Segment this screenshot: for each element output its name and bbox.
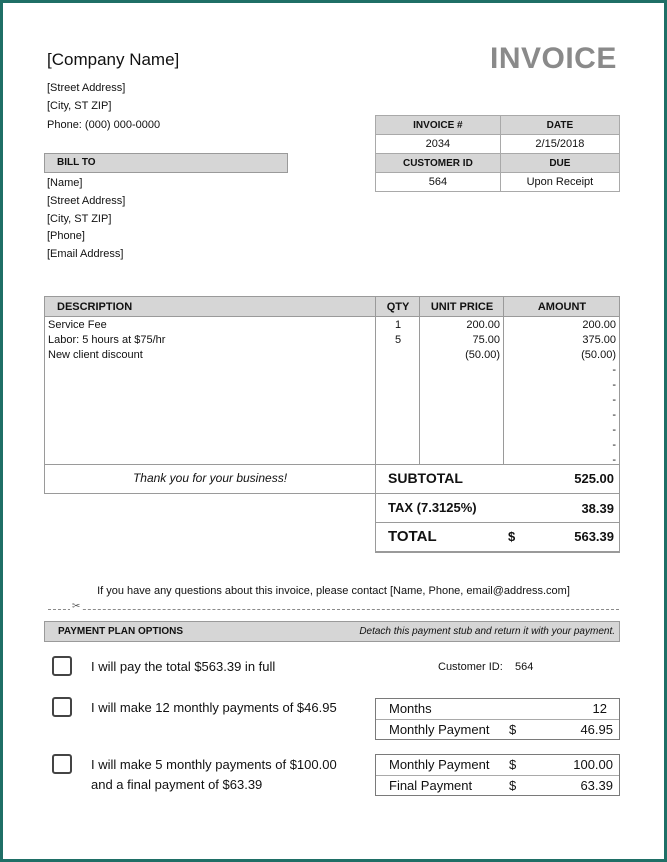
item-qty: 5 xyxy=(394,334,402,346)
unit-price-header: UNIT PRICE xyxy=(430,301,494,313)
bill-to-name: [Name] xyxy=(47,177,83,189)
bill-to-city: [City, ST ZIP] xyxy=(47,213,112,225)
company-name: [Company Name] xyxy=(47,50,180,69)
final-payment-currency: $ xyxy=(509,778,517,793)
final-payment-value: 63.39 xyxy=(580,778,613,793)
months-value: 12 xyxy=(592,701,607,716)
monthly-12-box xyxy=(375,698,620,740)
monthly-payment-5-label: Monthly Payment xyxy=(389,757,490,772)
subtotal-value: 525.00 xyxy=(574,471,614,486)
item-amount: 375.00 xyxy=(582,334,616,346)
total-currency: $ xyxy=(508,529,516,544)
totals-right-border xyxy=(619,464,620,552)
company-city: [City, ST ZIP] xyxy=(47,100,112,112)
contact-note: If you have any questions about this invoice, please contact [Name, Phone, email@address.com] xyxy=(97,585,570,597)
monthly-5-box xyxy=(375,754,620,796)
item-description: Labor: 5 hours at $75/hr xyxy=(48,334,166,346)
item-amount: - xyxy=(612,454,616,466)
monthly-payment-currency: $ xyxy=(509,722,517,737)
item-amount: - xyxy=(612,424,616,436)
customer-id: 564 xyxy=(376,173,501,192)
detach-note: Detach this payment stub and return it with your payment. xyxy=(359,626,615,637)
tax-value: 38.39 xyxy=(581,501,614,516)
date-label: DATE xyxy=(500,116,619,135)
item-amount: - xyxy=(612,409,616,421)
item-amount: - xyxy=(612,379,616,391)
description-header: DESCRIPTION xyxy=(57,301,133,313)
payment-plan-header xyxy=(44,621,620,642)
company-street: [Street Address] xyxy=(47,82,126,94)
monthly-payment-row xyxy=(376,719,619,740)
company-phone: Phone: (000) 000-0000 xyxy=(47,119,161,131)
item-description: Service Fee xyxy=(48,319,107,331)
invoice-number: 2034 xyxy=(376,135,501,154)
monthly-12-label: I will make 12 monthly payments of $46.95 xyxy=(91,700,337,715)
monthly-payment-label: Monthly Payment xyxy=(389,722,490,737)
totals-block xyxy=(375,464,620,552)
pay-in-full-checkbox[interactable] xyxy=(52,656,72,676)
item-amount: - xyxy=(612,394,616,406)
months-label: Months xyxy=(389,701,432,716)
thank-you-note: Thank you for your business! xyxy=(132,471,288,485)
item-unit-price: (50.00) xyxy=(465,349,500,361)
item-amount: (50.00) xyxy=(581,349,616,361)
monthly-payment-5-currency: $ xyxy=(509,757,517,772)
bill-to-phone: [Phone] xyxy=(47,230,85,242)
payment-plan-label: PAYMENT PLAN OPTIONS xyxy=(58,626,184,637)
final-payment-label: Final Payment xyxy=(389,778,473,793)
amount-header: AMOUNT xyxy=(537,301,587,313)
subtotal-label: SUBTOTAL xyxy=(388,470,463,486)
due-label: DUE xyxy=(500,154,619,173)
bill-to-email: [Email Address] xyxy=(47,248,124,260)
item-description: New client discount xyxy=(48,349,143,361)
invoice-date: 2/15/2018 xyxy=(500,135,619,154)
invoice-title: INVOICE xyxy=(490,42,617,75)
invoice-meta-table xyxy=(375,115,620,192)
monthly-5-label-line1: I will make 5 monthly payments of $100.00 xyxy=(91,757,337,772)
due-value: Upon Receipt xyxy=(500,173,619,192)
customer-id-label: CUSTOMER ID xyxy=(376,154,501,173)
item-amount: - xyxy=(612,364,616,376)
bill-to-street: [Street Address] xyxy=(47,195,126,207)
bill-to-header: BILL TO xyxy=(44,153,288,173)
item-unit-price: 200.00 xyxy=(466,319,500,331)
total-value: 563.39 xyxy=(574,529,614,544)
tax-label: TAX (7.3125%) xyxy=(388,500,477,515)
qty-header: QTY xyxy=(386,301,410,313)
totals-left-border xyxy=(375,464,376,552)
monthly-12-checkbox[interactable] xyxy=(52,697,72,717)
months-row xyxy=(376,699,619,719)
line-items-header xyxy=(45,297,619,317)
stub-customer-id: 564 xyxy=(515,661,534,673)
monthly-payment-value: 46.95 xyxy=(580,722,613,737)
final-payment-row xyxy=(376,775,619,796)
monthly-payment-5-row xyxy=(376,755,619,775)
item-unit-price: 75.00 xyxy=(472,334,500,346)
monthly-5-label-line2: and a final payment of $63.39 xyxy=(91,777,263,792)
item-amount: - xyxy=(612,439,616,451)
cut-line xyxy=(48,609,619,610)
stub-customer-id-label: Customer ID: xyxy=(438,661,503,673)
monthly-5-checkbox[interactable] xyxy=(52,754,72,774)
invoice-number-label: INVOICE # xyxy=(376,116,501,135)
total-label: TOTAL xyxy=(388,528,437,545)
totals-bottom-border xyxy=(375,551,620,553)
scissors-icon: ✂ xyxy=(72,601,81,612)
item-qty: 1 xyxy=(394,319,402,331)
pay-in-full-label: I will pay the total $563.39 in full xyxy=(91,659,276,674)
totals-divider xyxy=(375,522,620,523)
item-amount: 200.00 xyxy=(582,319,616,331)
monthly-payment-5-value: 100.00 xyxy=(573,757,613,772)
